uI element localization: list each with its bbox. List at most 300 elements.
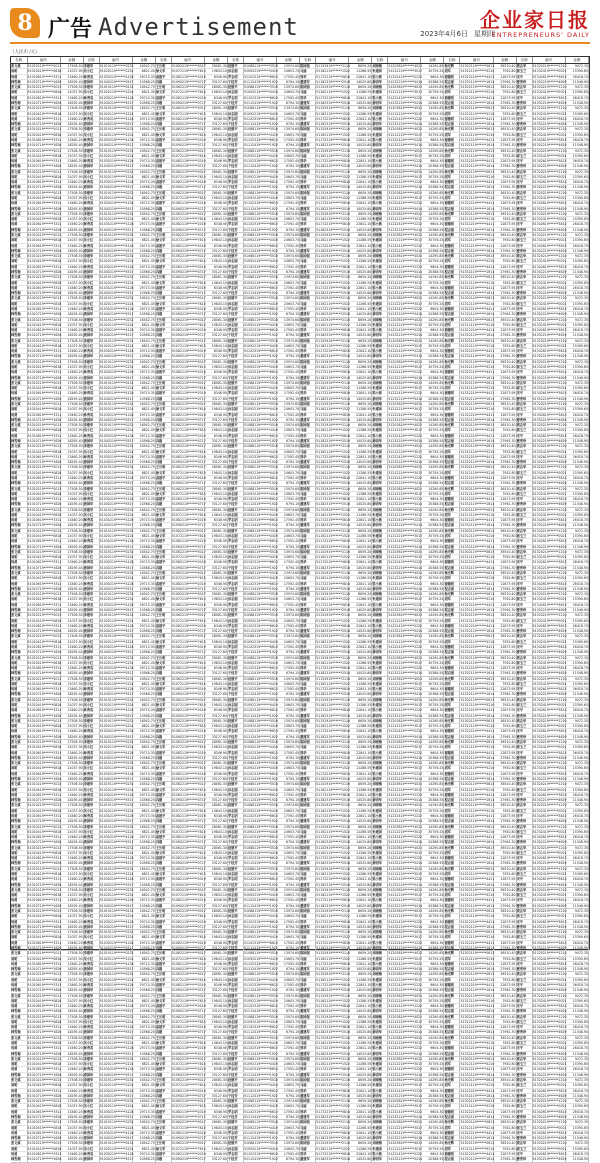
amount-cell: 27961.30	[493, 819, 516, 824]
id-number-cell: 51082119******2019	[171, 370, 206, 375]
amount-cell: 16542.75	[132, 824, 155, 829]
amount-cell: 27961.30	[493, 248, 516, 253]
payee-name-cell: 曹秀珍	[516, 734, 532, 739]
payee-name-cell: 何勇	[11, 243, 27, 248]
payee-name-cell: 萧明华	[372, 565, 388, 570]
payee-name-cell: 冯刚	[155, 460, 171, 465]
payee-name-cell: 李建华	[83, 211, 99, 216]
id-number-cell: 51020119******2224	[99, 935, 134, 940]
amount-cell: 14290.85	[421, 676, 444, 681]
id-number-cell: 51072119******7615	[171, 850, 206, 855]
amount-cell: 17592.45	[277, 137, 300, 142]
amount-cell: 33127.60	[204, 840, 227, 845]
payee-name-cell: 马丽	[300, 428, 316, 433]
payee-name-cell: 杨光辉	[444, 951, 460, 956]
id-number-cell: 51020119******2224	[99, 977, 134, 982]
id-number-cell: 51172219******0816	[316, 539, 351, 544]
id-number-cell: 51152919******2116	[316, 613, 351, 618]
payee-name-cell: 何勇	[11, 982, 27, 987]
amount-cell: 14290.85	[421, 866, 444, 871]
id-number-cell: 51010719******1626	[27, 460, 62, 465]
payee-name-cell: 罗志明	[227, 961, 243, 966]
payee-name-cell: 郑华	[300, 539, 316, 544]
amount-cell: 6794.15	[277, 143, 300, 148]
payee-name-cell: 唐国华	[83, 502, 99, 507]
payee-name-cell: 罗志明	[227, 370, 243, 375]
payee-name-cell: 高建平	[155, 792, 171, 797]
page-number: 8	[17, 10, 33, 36]
amount-cell: 20388.55	[421, 164, 444, 169]
amount-cell: 14025.80	[349, 438, 372, 443]
id-number-cell: 51072119******7615	[171, 703, 206, 708]
payee-name-cell: 谢德明	[444, 328, 460, 333]
amount-cell: 11548.90	[565, 1030, 588, 1035]
payee-name-cell: 谢德明	[444, 644, 460, 649]
amount-cell: 7952.80	[493, 829, 516, 834]
id-number-cell: 51232219******5414	[388, 248, 423, 253]
id-number-cell: 51088119******3516	[244, 549, 278, 554]
amount-cell: 16542.75	[132, 359, 155, 364]
id-number-cell: 51102319******6613	[244, 877, 278, 882]
id-number-cell: 51010219******2013	[27, 571, 62, 575]
id-number-cell: 51152919******2116	[316, 465, 351, 470]
payee-name-cell: 李建华	[83, 190, 99, 195]
payee-name-cell: 冯刚	[155, 269, 171, 274]
payee-name-cell: 萧明华	[372, 1093, 388, 1098]
amount-cell: 18295.40	[60, 312, 83, 317]
amount-cell: 6821.45	[132, 365, 155, 370]
column-header: 名称	[155, 57, 171, 64]
amount-cell: 11286.55	[349, 1062, 372, 1067]
amount-cell: 16542.75	[132, 1014, 155, 1019]
amount-cell: 12873.95	[493, 391, 516, 396]
id-number-cell: 51040219******5517	[99, 291, 134, 296]
id-number-cell: 51010719******1626	[27, 438, 62, 443]
payee-name-cell: 王长明	[155, 465, 171, 470]
id-number-cell: 51062219******5017	[171, 1014, 206, 1019]
payee-name-cell: 宋平	[516, 518, 532, 523]
id-number-cell: 51162119******1522	[316, 1062, 351, 1067]
payee-name-cell: 吴小红	[83, 259, 99, 264]
amount-cell: 17592.45	[277, 835, 300, 840]
amount-cell: 11548.90	[565, 945, 588, 950]
payee-name-cell: 刘晓梅	[372, 634, 388, 639]
amount-cell: 19843.10	[204, 343, 227, 348]
id-number-cell: 51112419******1922	[244, 333, 278, 338]
id-number-cell: 51072119******7615	[171, 343, 206, 348]
amount-cell: 8659.20	[349, 887, 372, 892]
page-header	[0, 0, 600, 44]
amount-cell: 13974.60	[277, 1056, 300, 1061]
amount-cell: 24603.70	[277, 681, 300, 686]
id-number-cell: 51030219******4128	[99, 961, 134, 966]
id-number-cell: 51302119******0613	[460, 930, 495, 935]
id-number-cell: 51332419******0021	[532, 470, 567, 475]
id-number-cell: 51010719******1626	[27, 629, 62, 634]
id-number-cell: 51332119******1614	[460, 586, 495, 591]
id-number-cell: 51090219******0717	[171, 269, 206, 274]
amount-cell: 22841.10	[349, 433, 372, 438]
id-number-cell: 51322219******4411	[460, 95, 495, 100]
id-number-cell: 51152919******2116	[316, 528, 351, 533]
id-number-cell: 51322219******4411	[460, 391, 495, 396]
amount-cell: 6821.45	[132, 576, 155, 581]
amount-cell: 33127.60	[204, 1051, 227, 1056]
id-number-cell: 51212219******3017	[388, 893, 423, 898]
payee-name-cell: 宋平	[516, 116, 532, 121]
id-number-cell: 51010719******1626	[27, 143, 62, 148]
payee-name-cell: 赵德平	[227, 169, 243, 174]
id-number-cell: 51082119******2019	[171, 1046, 206, 1051]
amount-cell: 13460.20	[60, 285, 83, 290]
payee-name-cell: 朱建国	[372, 998, 388, 1003]
amount-cell: 9604.30	[421, 306, 444, 311]
id-number-cell: 51312119******5210	[460, 808, 495, 813]
payee-name-cell: 刘晓梅	[372, 613, 388, 618]
amount-cell: 21037.90	[60, 174, 83, 179]
id-number-cell: 51112419******1922	[244, 206, 278, 211]
amount-cell: 22841.10	[349, 180, 372, 185]
id-number-cell: 51010219******2013	[27, 127, 62, 132]
payee-name-cell: 董建军	[300, 945, 316, 950]
amount-cell: 9604.30	[421, 1067, 444, 1072]
amount-cell: 22841.10	[349, 74, 372, 79]
payee-name-cell: 郭玉兰	[516, 365, 532, 370]
payee-name-cell: 黄志华	[516, 655, 532, 660]
id-number-cell: 51088119******3516	[244, 275, 278, 280]
payee-name-cell: 萧明华	[372, 776, 388, 781]
id-number-cell: 51342619******3813	[532, 412, 567, 417]
amount-cell: 22841.10	[349, 159, 372, 164]
amount-cell: 21037.90	[60, 1104, 83, 1109]
id-number-cell: 51352219******4629	[532, 798, 567, 803]
amount-cell: 6794.15	[277, 248, 300, 253]
payee-name-cell: 周明	[11, 1019, 27, 1024]
id-number-cell: 51222419******2222	[388, 95, 423, 100]
amount-cell: 11286.55	[349, 343, 372, 348]
amount-cell: 9472.35	[565, 549, 588, 554]
id-number-cell: 51332419******0021	[532, 174, 567, 179]
payee-name-cell: 谢德明	[444, 708, 460, 713]
amount-cell: 24603.70	[277, 343, 300, 348]
payee-name-cell: 于桂芳	[227, 312, 243, 317]
amount-cell: 11286.55	[349, 766, 372, 771]
payee-name-cell: 梁小燕	[372, 159, 388, 164]
payee-name-cell: 梁小燕	[372, 243, 388, 248]
id-number-cell: 51232219******5414	[388, 650, 423, 655]
id-number-cell: 51010219******2013	[27, 106, 62, 111]
payee-name-cell: 周明	[11, 977, 27, 982]
amount-cell: 10568.25	[132, 502, 155, 507]
id-number-cell: 51222419******2222	[388, 306, 423, 311]
id-number-cell: 51020119******2224	[99, 914, 134, 919]
id-number-cell: 51090219******0717	[171, 1093, 206, 1098]
id-number-cell: 51072119******7615	[171, 111, 206, 116]
amount-cell: 33127.60	[204, 291, 227, 296]
payee-name-cell: 徐文军	[155, 428, 171, 433]
amount-cell: 13460.20	[60, 539, 83, 544]
id-number-cell: 51212219******3017	[388, 977, 423, 982]
id-number-cell: 51162119******1522	[316, 998, 351, 1003]
payee-name-cell: 吴小红	[83, 787, 99, 792]
id-number-cell: 51030219******4128	[99, 222, 134, 227]
id-number-cell: 51312119******5210	[460, 597, 495, 602]
id-number-cell: 51010219******2013	[27, 761, 62, 766]
id-number-cell: 51232219******5414	[388, 629, 423, 634]
id-number-cell: 51092219******4419	[244, 872, 278, 877]
payee-name-cell: 曹秀珍	[516, 945, 532, 950]
amount-cell: 7952.80	[493, 153, 516, 158]
id-number-cell: 51090219******0717	[171, 692, 206, 697]
amount-cell: 12873.95	[493, 919, 516, 924]
amount-cell: 13460.20	[60, 518, 83, 523]
amount-cell: 14025.80	[349, 586, 372, 591]
payee-name-cell: 林秀英	[83, 285, 99, 290]
id-number-cell: 51072119******7615	[171, 301, 206, 306]
amount-cell: 13974.60	[277, 359, 300, 364]
id-number-cell: 51010419******0818	[27, 998, 62, 1003]
amount-cell: 8346.90	[204, 243, 227, 248]
amount-cell: 14290.85	[421, 1078, 444, 1083]
id-number-cell: 51082119******2019	[171, 454, 206, 459]
payee-name-cell: 宋平	[516, 687, 532, 692]
payee-name-cell: 胡军	[444, 1062, 460, 1067]
amount-cell: 30759.25	[421, 280, 444, 285]
payee-name-cell: 宋平	[516, 771, 532, 776]
id-number-cell: 51172219******0816	[316, 666, 351, 671]
id-number-cell: 51320219******1210	[532, 423, 567, 428]
id-number-cell: 51222419******2222	[388, 497, 423, 502]
id-number-cell: 51072119******7615	[171, 196, 206, 201]
id-number-cell: 51212219******3017	[388, 196, 423, 201]
amount-cell: 26418.70	[565, 539, 588, 544]
id-number-cell: 51232219******5414	[388, 481, 423, 486]
id-number-cell: 51019119******0232	[99, 169, 134, 174]
id-number-cell: 51332119******1614	[460, 122, 495, 127]
payee-name-cell: 何勇	[11, 497, 27, 502]
payee-name-cell: 孙志刚	[227, 1041, 243, 1046]
amount-cell: 14290.85	[421, 528, 444, 533]
amount-cell: 26418.70	[565, 328, 588, 333]
amount-cell: 12873.95	[493, 159, 516, 164]
id-number-cell: 51092219******4419	[244, 386, 278, 391]
payee-name-cell: 梁小燕	[372, 750, 388, 755]
id-number-cell: 51010619******3311	[27, 1004, 62, 1009]
amount-cell: 18295.40	[60, 565, 83, 570]
id-number-cell: 51302119******0613	[460, 1035, 495, 1040]
amount-cell: 17508.50	[60, 1035, 83, 1040]
payee-name-cell: 徐文军	[155, 534, 171, 539]
id-number-cell: 51342619******3813	[532, 1046, 567, 1051]
amount-cell: 33127.60	[204, 438, 227, 443]
column-header: 金额	[204, 57, 227, 64]
id-number-cell: 51090219******0717	[171, 671, 206, 676]
id-number-cell: 51212219******3017	[388, 597, 423, 602]
id-number-cell: 51212219******3017	[388, 470, 423, 475]
id-number-cell: 51090219******0717	[171, 79, 206, 84]
payee-name-cell: 宋平	[516, 708, 532, 713]
amount-cell: 19843.10	[204, 259, 227, 264]
id-number-cell: 51332119******1614	[460, 333, 495, 338]
amount-cell: 22841.10	[349, 391, 372, 396]
payee-name-cell: 黄志华	[516, 549, 532, 554]
amount-cell: 21037.90	[60, 639, 83, 644]
id-number-cell: 51302119******0613	[460, 296, 495, 301]
payee-name-cell: 冯刚	[155, 988, 171, 993]
payee-name-cell: 唐国华	[83, 798, 99, 803]
payee-name-cell: 唐国华	[83, 291, 99, 296]
id-number-cell: 51010719******1626	[27, 565, 62, 570]
payee-name-cell: 郑华	[300, 877, 316, 882]
amount-cell: 22841.10	[349, 961, 372, 966]
payee-name-cell: 高建平	[155, 412, 171, 417]
id-number-cell: 51020119******2224	[99, 893, 134, 898]
id-number-cell: 51320219******1210	[532, 803, 567, 808]
amount-cell: 14290.85	[421, 211, 444, 216]
amount-cell: 9604.30	[421, 581, 444, 586]
amount-cell: 17592.45	[277, 116, 300, 121]
amount-cell: 22841.10	[349, 454, 372, 459]
amount-cell: 33127.60	[204, 100, 227, 105]
payee-name-cell: 程志强	[444, 1093, 460, 1098]
amount-cell: 14290.85	[421, 1099, 444, 1104]
payee-name-cell: 黄志华	[516, 254, 532, 259]
id-number-cell: 51172219******0816	[316, 1004, 351, 1009]
id-number-cell: 51010619******3311	[27, 919, 62, 924]
payee-name-cell: 唐国华	[83, 1072, 99, 1077]
amount-cell: 14290.85	[421, 127, 444, 132]
amount-cell: 30759.25	[421, 935, 444, 940]
payee-name-cell: 徐文军	[155, 872, 171, 877]
payee-name-cell: 于桂芳	[227, 586, 243, 591]
payee-name-cell: 马丽	[300, 914, 316, 919]
id-number-cell: 51010419******0818	[27, 850, 62, 855]
amount-cell: 6821.45	[132, 787, 155, 792]
amount-cell: 26418.70	[565, 201, 588, 206]
amount-cell: 10568.25	[132, 460, 155, 465]
payee-name-cell: 曹秀珍	[516, 903, 532, 908]
masthead	[480, 4, 590, 39]
id-number-cell: 51232219******5414	[388, 967, 423, 972]
payee-name-cell: 郭玉兰	[516, 343, 532, 348]
amount-cell: 17592.45	[277, 475, 300, 480]
payee-name-cell: 程志强	[444, 1072, 460, 1077]
payee-name-cell: 冯刚	[155, 734, 171, 739]
amount-cell: 28061.30	[204, 423, 227, 428]
id-number-cell: 51092219******4419	[244, 998, 278, 1003]
amount-cell: 11286.55	[349, 1083, 372, 1088]
payee-name-cell: 陈国强	[300, 972, 316, 977]
payee-name-cell: 赵德平	[227, 571, 243, 576]
payee-name-cell: 罗志明	[227, 687, 243, 692]
id-number-cell: 51152919******2116	[316, 655, 351, 660]
payee-name-cell: 张文斌	[11, 148, 27, 153]
id-number-cell: 51072119******7615	[171, 449, 206, 454]
payee-name-cell: 王长明	[155, 571, 171, 576]
payee-name-cell: 朱建国	[372, 491, 388, 496]
id-number-cell: 51092219******4419	[244, 428, 278, 433]
payee-name-cell: 王长明	[155, 106, 171, 111]
amount-cell: 8346.90	[204, 666, 227, 671]
payee-name-cell: 杨光辉	[444, 169, 460, 174]
payee-name-cell: 高建平	[155, 687, 171, 692]
payee-name-cell: 孙志刚	[227, 914, 243, 919]
id-number-cell: 51092219******4419	[244, 238, 278, 243]
id-number-cell: 51203819******4021	[388, 486, 423, 491]
payee-name-cell: 李建华	[83, 866, 99, 871]
amount-cell: 21037.90	[60, 343, 83, 348]
id-number-cell: 51352219******4629	[532, 481, 567, 486]
payee-name-cell: 于桂芳	[227, 206, 243, 211]
id-number-cell: 51203819******4021	[388, 782, 423, 787]
payee-name-cell: 林秀英	[83, 1046, 99, 1051]
payee-name-cell: 曹秀珍	[516, 713, 532, 718]
id-number-cell: 51152919******2116	[316, 507, 351, 512]
payee-name-cell: 黄志华	[516, 571, 532, 576]
payee-name-cell: 周明	[11, 724, 27, 729]
payee-name-cell: 韩雪梅	[11, 629, 27, 634]
amount-cell: 17592.45	[277, 729, 300, 734]
id-number-cell: 51332119******1614	[460, 1009, 495, 1014]
payee-name-cell: 周明	[11, 766, 27, 771]
payee-name-cell: 刘晓梅	[372, 951, 388, 956]
payee-name-cell: 胡军	[444, 428, 460, 433]
id-number-cell: 51010719******1626	[27, 882, 62, 887]
amount-cell: 11286.55	[349, 660, 372, 665]
payee-name-cell: 周明	[11, 893, 27, 898]
amount-cell: 7952.80	[493, 69, 516, 74]
payee-name-cell: 李建华	[83, 782, 99, 787]
payee-name-cell: 程志强	[444, 945, 460, 950]
payee-name-cell: 刘晓梅	[372, 64, 388, 69]
payee-name-cell: 韩雪梅	[11, 375, 27, 380]
amount-cell: 18295.40	[60, 417, 83, 422]
amount-cell: 16542.75	[132, 993, 155, 998]
id-number-cell: 51232219******5414	[388, 903, 423, 908]
payee-name-cell: 何勇	[11, 602, 27, 607]
payee-name-cell: 宋平	[516, 877, 532, 882]
amount-cell: 24603.70	[277, 914, 300, 919]
payee-name-cell: 黄志华	[516, 930, 532, 935]
payee-name-cell: 韩雪梅	[11, 988, 27, 993]
amount-cell: 17508.50	[60, 444, 83, 449]
amount-cell: 8346.90	[204, 116, 227, 121]
payee-name-cell: 萧明华	[372, 882, 388, 887]
payee-name-cell: 孙志刚	[227, 407, 243, 412]
payee-name-cell: 谢德明	[444, 391, 460, 396]
amount-cell: 15390.65	[565, 512, 588, 517]
amount-cell: 6794.15	[277, 375, 300, 380]
payee-name-cell: 曹秀珍	[516, 164, 532, 169]
payee-name-cell: 黄志华	[516, 528, 532, 533]
payee-name-cell: 唐国华	[83, 650, 99, 655]
payee-name-cell: 黄志华	[516, 359, 532, 364]
id-number-cell: 51019119******0232	[99, 761, 134, 766]
amount-cell: 20388.55	[421, 291, 444, 296]
id-number-cell: 51088119******3516	[244, 887, 278, 892]
payee-name-cell: 周明	[11, 365, 27, 370]
amount-cell: 8659.20	[349, 338, 372, 343]
amount-cell: 14025.80	[349, 269, 372, 274]
payee-name-cell: 朱建国	[372, 1019, 388, 1024]
amount-cell: 6821.45	[132, 132, 155, 137]
amount-cell: 26418.70	[565, 1088, 588, 1093]
id-number-cell: 51312119******5210	[460, 428, 495, 433]
amount-cell: 17592.45	[277, 919, 300, 924]
payee-name-cell: 王长明	[155, 423, 171, 428]
id-number-cell: 51010219******2013	[27, 718, 62, 723]
amount-cell: 36510.40	[493, 296, 516, 301]
